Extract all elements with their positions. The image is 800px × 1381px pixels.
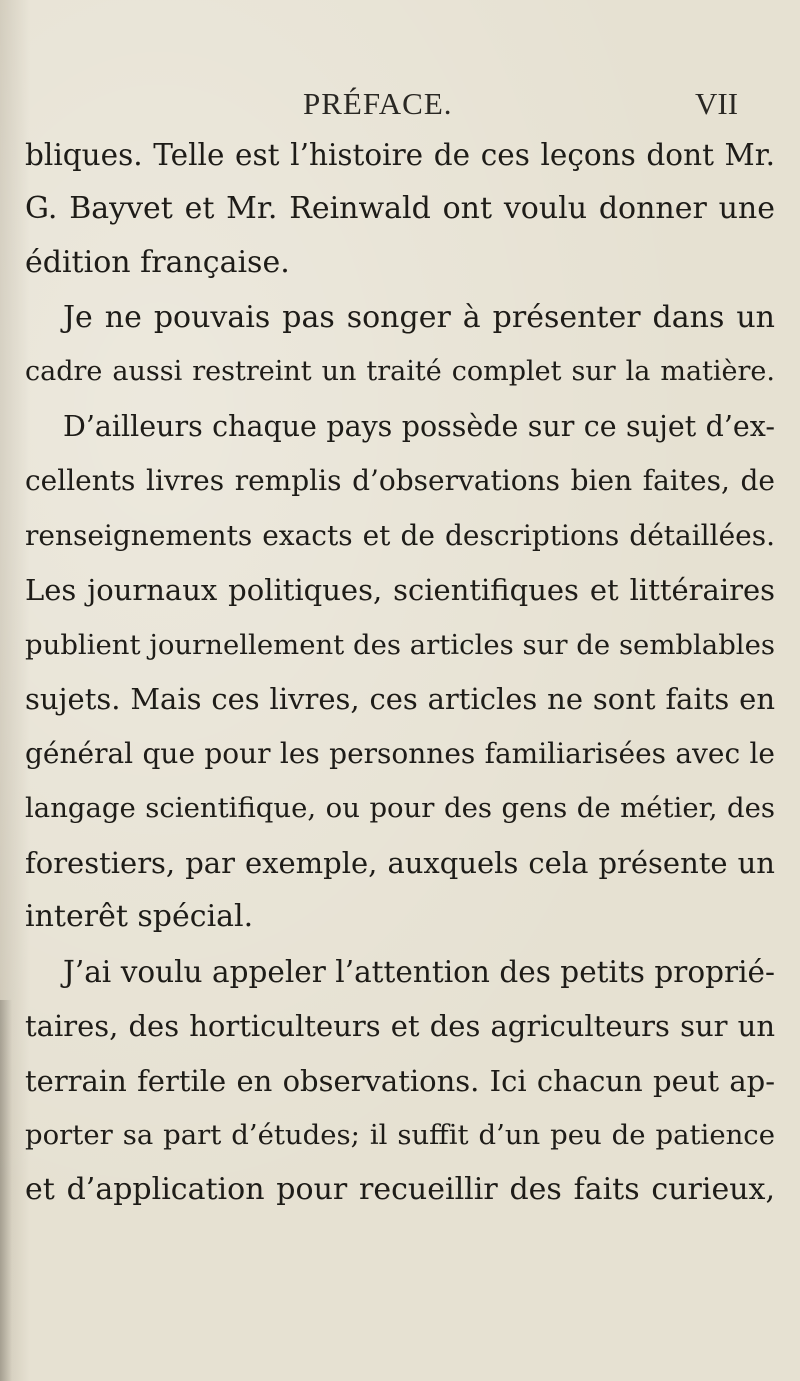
text-line: interêt spécial. — [25, 899, 254, 934]
page-header — [0, 86, 800, 126]
text-line: terrain fertile en observations. Ici chacun peut ap- — [25, 1064, 775, 1098]
binding-shadow — [0, 1000, 12, 1381]
text-line: forestiers, par exemple, auxquels cela présente un — [25, 846, 775, 880]
text-line: J’ai voulu appeler l’attention des petits proprié- — [63, 955, 775, 989]
text-line: renseignements exacts et de descriptions détaillées. — [25, 519, 775, 552]
text-line: sujets. Mais ces livres, ces articles ne sont faits en — [25, 682, 775, 716]
text-line: D’ailleurs chaque pays possède sur ce sujet d’ex- — [63, 410, 775, 443]
text-line: publient journellement des articles sur de semblables — [25, 629, 775, 661]
running-title: PRÉFACE. — [303, 86, 453, 121]
text-line: G. Bayvet et Mr. Reinwald ont voulu donner une — [25, 191, 775, 226]
text-line: taires, des horticulteurs et des agriculteurs sur un — [25, 1009, 775, 1043]
text-line: et d’application pour recueillir des faits curieux, — [25, 1172, 775, 1207]
text-line: général que pour les personnes familiarisées avec le — [25, 737, 775, 770]
text-line: cadre aussi restreint un traité complet sur la matière. — [25, 356, 775, 387]
text-line: Je ne pouvais pas songer à présenter dans un — [63, 300, 775, 335]
text-line: porter sa part d’études; il suffit d’un peu de patience — [25, 1119, 775, 1151]
page-number: VII — [695, 86, 739, 121]
text-line: langage scientifique, ou pour des gens de métier, des — [25, 792, 775, 824]
text-line: bliques. Telle est l’histoire de ces leçons dont Mr. — [25, 138, 775, 172]
text-line: Les journaux politiques, scientifiques et littéraires — [25, 573, 775, 607]
text-line: cellents livres remplis d’observations bien faites, de — [25, 464, 775, 497]
text-line: édition française. — [25, 245, 290, 280]
